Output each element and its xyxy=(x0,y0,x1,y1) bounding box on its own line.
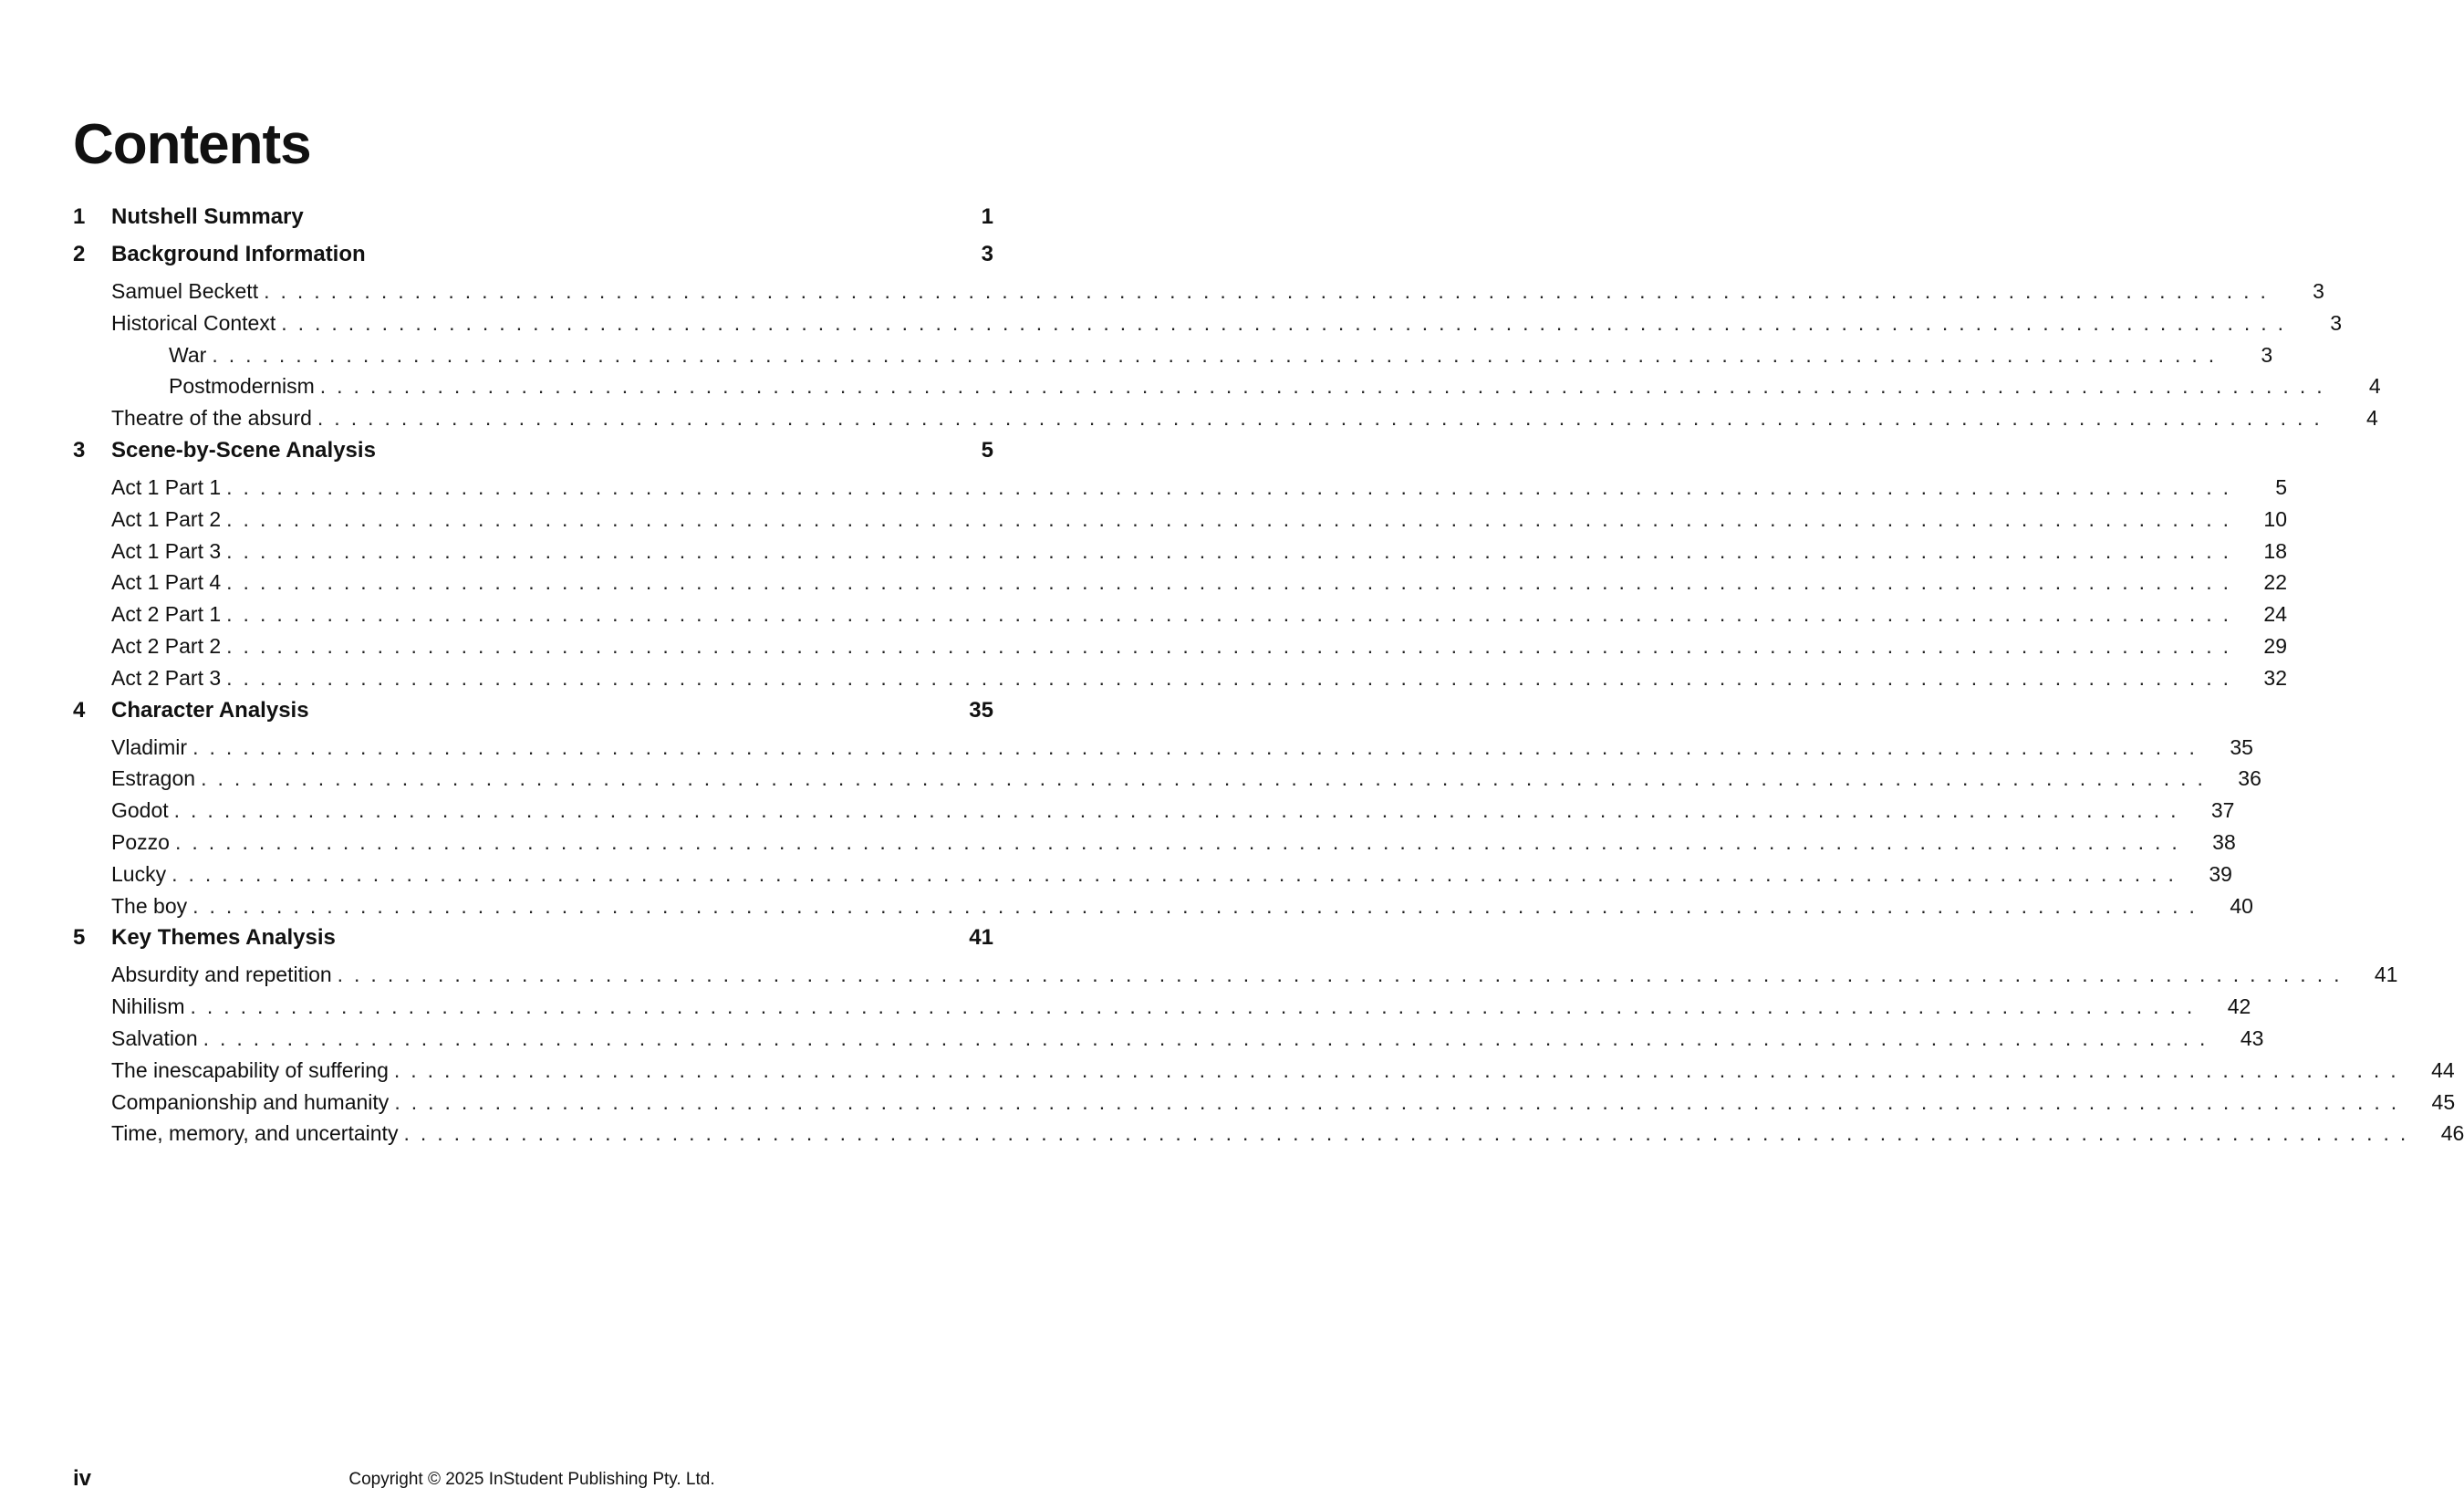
chapter-number: 2 xyxy=(73,242,86,266)
dot-leader: ........................................................................................................................ xyxy=(226,474,2240,499)
entry-page: 35 xyxy=(2230,734,2253,759)
toc-chapter[interactable] xyxy=(73,204,993,242)
toc-subentry[interactable] xyxy=(73,374,2381,406)
entry-title: War xyxy=(169,342,207,367)
toc-entry[interactable] xyxy=(73,734,2253,767)
toc-chapter[interactable] xyxy=(73,698,993,735)
entry-page: 29 xyxy=(2263,633,2287,658)
page-number: iv xyxy=(73,1466,92,1491)
toc-chapter[interactable] xyxy=(73,925,993,963)
entry-page: 24 xyxy=(2263,602,2287,627)
toc-entry[interactable] xyxy=(73,861,2232,894)
toc-entry[interactable] xyxy=(73,279,2324,311)
chapter-title: Background Information xyxy=(111,242,366,266)
dot-leader: ........................................................................................................................ xyxy=(403,1121,2417,1146)
dot-leader: ........................................................................................................................ xyxy=(226,602,2240,627)
entry-title: Act 2 Part 1 xyxy=(111,602,222,627)
entry-title: Postmodernism xyxy=(169,374,315,399)
entry-title: Godot xyxy=(111,798,169,823)
dot-leader: ........................................................................................................................ xyxy=(203,1025,2217,1050)
entry-page: 3 xyxy=(2261,342,2273,367)
dot-leader: ........................................................................................................................ xyxy=(173,798,2188,823)
entry-title: Lucky xyxy=(111,861,167,886)
entry-title: Act 1 Part 2 xyxy=(111,506,222,531)
chapter-number: 4 xyxy=(73,697,86,723)
entry-page: 22 xyxy=(2263,570,2287,595)
copyright-notice: Copyright © 2025 InStudent Publishing Pty. Ltd. xyxy=(348,1470,715,1489)
toc-entry[interactable] xyxy=(73,602,2287,634)
entry-page: 10 xyxy=(2263,506,2287,531)
chapter-number: 5 xyxy=(73,925,86,951)
chapter-page: 35 xyxy=(969,697,993,723)
entry-page: 40 xyxy=(2230,893,2253,918)
chapter-title: Character Analysis xyxy=(111,697,309,723)
toc-entry[interactable] xyxy=(73,893,2253,926)
entry-page: 45 xyxy=(2431,1089,2456,1114)
entry-title: Act 2 Part 2 xyxy=(111,633,222,658)
toc-subentry[interactable] xyxy=(73,342,2273,375)
entry-title: The boy xyxy=(111,893,188,918)
entry-title: Act 1 Part 1 xyxy=(111,474,222,499)
chapter-page: 1 xyxy=(981,204,993,229)
entry-page: 43 xyxy=(2240,1025,2264,1050)
entry-page: 4 xyxy=(2368,374,2381,399)
table-of-contents xyxy=(73,204,2464,1153)
dot-leader: ........................................................................................................................ xyxy=(174,829,2188,854)
page-title: Contents xyxy=(73,113,311,176)
entry-page: 3 xyxy=(2330,310,2343,335)
entry-title: Samuel Beckett xyxy=(111,279,259,303)
toc-entry[interactable] xyxy=(73,570,2287,602)
chapter-number: 3 xyxy=(73,437,86,463)
dot-leader: ........................................................................................................................ xyxy=(226,633,2240,658)
entry-title: Nihilism xyxy=(111,994,185,1019)
entry-page: 38 xyxy=(2212,829,2236,854)
toc-entry[interactable] xyxy=(73,963,2398,994)
entry-title: Companionship and humanity xyxy=(111,1089,390,1114)
toc-entry[interactable] xyxy=(73,798,2235,830)
toc-entry[interactable] xyxy=(73,406,2378,438)
chapter-title: Nutshell Summary xyxy=(111,204,304,229)
toc-entry[interactable] xyxy=(73,633,2287,666)
entry-page: 3 xyxy=(2313,279,2324,303)
dot-leader: ........................................................................................................................ xyxy=(226,538,2240,563)
dot-leader: ........................................................................................................................ xyxy=(192,734,2206,759)
entry-page: 42 xyxy=(2227,994,2251,1019)
toc-entry[interactable] xyxy=(73,766,2261,798)
entry-page: 41 xyxy=(2374,963,2398,987)
page-footer xyxy=(0,1466,1064,1493)
entry-page: 37 xyxy=(2210,798,2235,823)
toc-entry[interactable] xyxy=(73,1089,2456,1122)
dot-leader: ........................................................................................................................ xyxy=(172,861,2185,886)
dot-leader: ........................................................................................................................ xyxy=(226,506,2240,531)
entry-title: Historical Context xyxy=(111,310,276,335)
toc-entry[interactable] xyxy=(73,829,2236,862)
dot-leader: ........................................................................................................................ xyxy=(393,1057,2407,1082)
toc-entry[interactable] xyxy=(73,538,2287,571)
entry-title: Act 2 Part 3 xyxy=(111,665,222,690)
entry-title: Estragon xyxy=(111,766,196,791)
entry-title: The inescapability of suffering xyxy=(111,1057,389,1082)
entry-title: Pozzo xyxy=(111,829,170,854)
chapter-page: 5 xyxy=(981,437,993,463)
toc-entry[interactable] xyxy=(73,506,2287,539)
entry-page: 36 xyxy=(2238,766,2261,791)
entry-page: 4 xyxy=(2365,406,2378,431)
toc-entry[interactable] xyxy=(73,665,2287,698)
dot-leader: ........................................................................................................................ xyxy=(226,570,2240,595)
dot-leader: ........................................................................................................................ xyxy=(264,279,2277,303)
dot-leader: ........................................................................................................................ xyxy=(319,374,2334,399)
toc-chapter[interactable] xyxy=(73,242,993,279)
dot-leader: ........................................................................................................................ xyxy=(337,963,2351,987)
toc-entry[interactable] xyxy=(73,994,2251,1026)
dot-leader: ........................................................................................................................ xyxy=(226,665,2240,690)
entry-title: Act 1 Part 3 xyxy=(111,538,222,563)
dot-leader: ........................................................................................................................ xyxy=(394,1089,2408,1114)
entry-title: Theatre of the absurd xyxy=(111,406,312,431)
toc-chapter[interactable] xyxy=(73,438,993,475)
dot-leader: ........................................................................................................................ xyxy=(317,406,2331,431)
entry-page: 32 xyxy=(2263,665,2287,690)
entry-title: Act 1 Part 4 xyxy=(111,570,222,595)
dot-leader: ........................................................................................................................ xyxy=(190,994,2204,1019)
entry-title: Time, memory, and uncertainty xyxy=(111,1121,399,1146)
dot-leader: ........................................................................................................................ xyxy=(192,893,2206,918)
entry-page: 18 xyxy=(2263,538,2287,563)
toc-entry[interactable] xyxy=(73,1057,2455,1090)
dot-leader: ........................................................................................................................ xyxy=(281,310,2295,335)
chapter-page: 3 xyxy=(981,242,993,266)
entry-page: 46 xyxy=(2440,1121,2464,1146)
chapter-title: Scene-by-Scene Analysis xyxy=(111,437,376,463)
dot-leader: ........................................................................................................................ xyxy=(212,342,2226,367)
chapter-page: 41 xyxy=(969,925,993,951)
toc-entry[interactable] xyxy=(73,1121,2464,1153)
entry-title: Salvation xyxy=(111,1025,198,1050)
entry-title: Absurdity and repetition xyxy=(111,963,332,987)
entry-page: 39 xyxy=(2209,861,2232,886)
entry-page: 44 xyxy=(2431,1057,2455,1082)
dot-leader: ........................................................................................................................ xyxy=(201,766,2214,791)
entry-page: 5 xyxy=(2275,474,2287,499)
toc-entry[interactable] xyxy=(73,474,2287,507)
toc-entry[interactable] xyxy=(73,1025,2264,1058)
chapter-number: 1 xyxy=(73,204,86,229)
entry-title: Vladimir xyxy=(111,734,188,759)
chapter-title: Key Themes Analysis xyxy=(111,925,336,951)
toc-entry[interactable] xyxy=(73,310,2343,343)
